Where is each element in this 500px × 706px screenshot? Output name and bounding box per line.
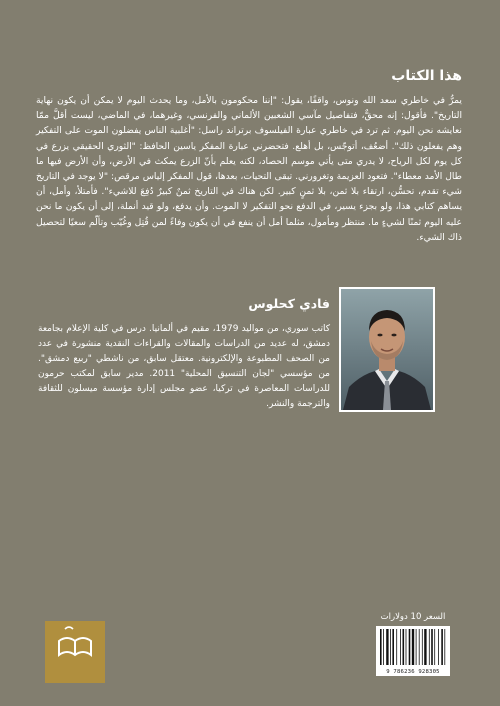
price-label: السعر 10 دولارات bbox=[380, 612, 446, 622]
isbn-number: 9 786236 928305 bbox=[386, 669, 440, 675]
publisher-logo bbox=[45, 621, 105, 683]
isbn-barcode bbox=[376, 626, 450, 676]
about-book-text: يمرُّ في خاطري سعد الله ونوس، واقفًا، يقول: "إننا محكومون بالأمل، وما يحدث اليوم لا يمكن أن يكون نهاية التاريخ". فأقول: إنه محقٌّ، فتفاصيل مآسي الشعبين الألماني والفرنسي، وغيرهما، في الماضي، ليست أقلَّ ممّا نعايشه نحن اليوم. ثم ترد في خاطري عبارة الفيلسوف برتراند راسل: "أغلبية الناس يفضلون الموت على التفكير وهم يفعلون ذلك". أضعُف، أتوجّس، بل أهلع. فتحضرني عبارة المفكر ياسين الحافظ: "الثوري الحقيقي يزرع في كل يوم لكل الرياح، لا يدري متى يأتي موسم الحصاد، لكنه يعلم بأنّ الزرع يمكث في الأرض، وأن الأرض فيها ما طال الأمد معطاء". فتعود العزيمة وتغرورني. تبقى التحيات، بعدها، قول المفكر إلياس مرقص: "لا يوجد في التاريخ شيء تقدم، تحسُّن، ارتقاء بلا ثمن، بلا ثمنٍ كبير. لكن هناك في التاريخ ثمنٌ كبيرٌ دُفِعَ للاشيء". فأمتلأ، وأمل، أن يساهم كتابي هذا، ولو بجزء يسير، في الدفع نحو التفكير لا الموت. وأن يدفع، ولو قيد أنملة، إلى أن يكون ما نحن عليه اليوم ثمنًا لشيءٍ ما. منتظر ومأمول، مثلما أمل أن ينفع في أن يكون وفاءً لمن قُتِل وغُيّب وتألّم سعيًا لتحصيل ذاك الشيء. bbox=[36, 95, 462, 243]
about-book-heading: هذا الكتاب bbox=[391, 68, 462, 84]
author-bio: كاتب سوري، من مواليد 1979، مقيم في ألمانيا. درس في كلية الإعلام بجامعة دمشق، له عديد من الدراسات والمقالات والقراءات النقدية منشورة في عدد من الصحف المطبوعة والإلكترونية. معتقل سابق، من ناشطي "ربيع دمشق". من مؤسسي "لجان التنسيق المحلية" 2011. مدير سابق لمكتب حرمون للدراسات المعاصرة في تركيا، عضو مجلس إدارة مؤسسة ميسلون للثقافة والترجمة والنشر. bbox=[38, 324, 330, 409]
author-name: فادي كحلوس bbox=[248, 296, 330, 311]
author-photo bbox=[339, 287, 435, 412]
